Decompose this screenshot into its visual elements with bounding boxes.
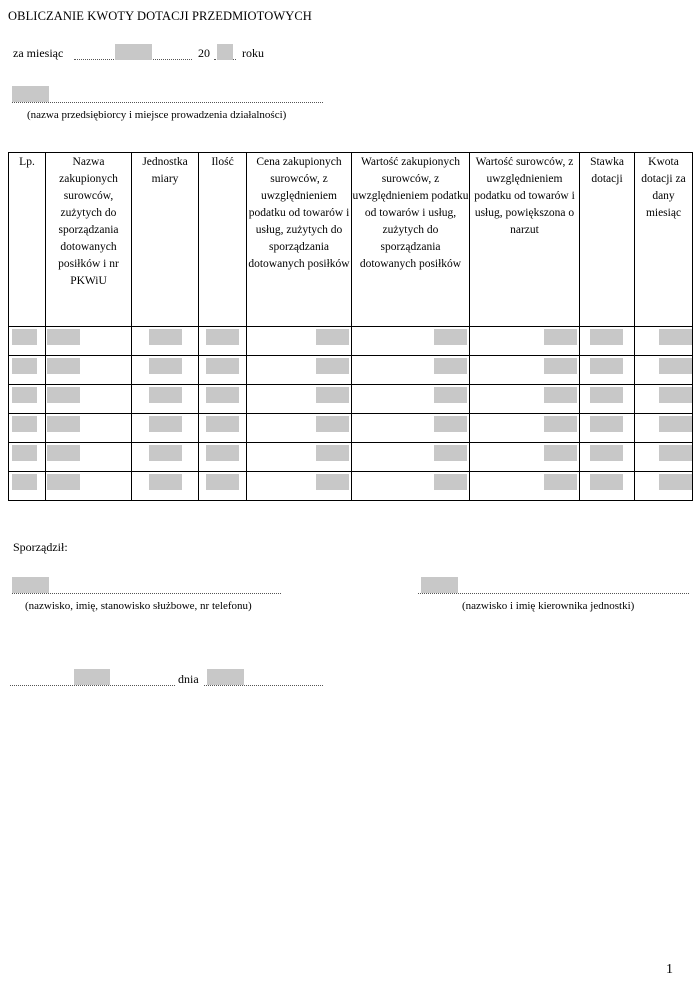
amount-field[interactable]: [659, 329, 692, 345]
name-field[interactable]: [47, 329, 80, 345]
lp-field[interactable]: [12, 445, 37, 461]
page-number: 1: [666, 962, 673, 977]
entrepreneur-dotline: [12, 102, 323, 103]
quantity-field[interactable]: [206, 445, 239, 461]
table-row: [9, 414, 693, 443]
table-row: [9, 327, 693, 356]
col-header-amount: Kwota dotacji za dany miesiąc: [635, 153, 693, 327]
manager-field[interactable]: [421, 577, 458, 593]
month-field[interactable]: [115, 44, 152, 60]
value-markup-field[interactable]: [544, 474, 577, 490]
value-markup-field[interactable]: [544, 416, 577, 432]
unit-field[interactable]: [149, 358, 182, 374]
value-field[interactable]: [434, 329, 467, 345]
table-row: [9, 472, 693, 501]
amount-field[interactable]: [659, 387, 692, 403]
price-field[interactable]: [316, 329, 349, 345]
name-field[interactable]: [47, 387, 80, 403]
prepared-by-field[interactable]: [12, 577, 49, 593]
entrepreneur-field[interactable]: [12, 86, 49, 102]
quantity-field[interactable]: [206, 387, 239, 403]
col-header-name: Nazwa zakupionych surowców, zużytych do sporządzania dotowanych posiłków i nr PKWiU: [46, 153, 132, 327]
value-markup-field[interactable]: [544, 445, 577, 461]
amount-field[interactable]: [659, 416, 692, 432]
value-field[interactable]: [434, 416, 467, 432]
quantity-field[interactable]: [206, 416, 239, 432]
subsidy-table: [8, 152, 693, 501]
unit-field[interactable]: [149, 445, 182, 461]
document-title: OBLICZANIE KWOTY DOTACJI PRZEDMIOTOWYCH: [8, 9, 312, 23]
entrepreneur-caption: (nazwa przedsiębiorcy i miejsce prowadzenia działalności): [27, 109, 287, 121]
place-dotline: [10, 685, 175, 686]
unit-field[interactable]: [149, 416, 182, 432]
amount-field[interactable]: [659, 445, 692, 461]
quantity-field[interactable]: [206, 474, 239, 490]
col-header-rate: Stawka dotacji: [580, 153, 635, 327]
lp-field[interactable]: [12, 474, 37, 490]
price-field[interactable]: [316, 445, 349, 461]
rate-field[interactable]: [590, 445, 623, 461]
quantity-field[interactable]: [206, 358, 239, 374]
unit-field[interactable]: [149, 387, 182, 403]
name-field[interactable]: [47, 445, 80, 461]
table-row: [9, 385, 693, 414]
lp-field[interactable]: [12, 416, 37, 432]
col-header-quantity: Ilość: [199, 153, 247, 327]
prepared-by-label: Sporządził:: [13, 540, 68, 554]
value-field[interactable]: [434, 474, 467, 490]
rate-field[interactable]: [590, 329, 623, 345]
price-field[interactable]: [316, 416, 349, 432]
amount-field[interactable]: [659, 358, 692, 374]
lp-field[interactable]: [12, 358, 37, 374]
month-label: za miesiąc: [13, 46, 64, 60]
name-field[interactable]: [47, 416, 80, 432]
name-field[interactable]: [47, 474, 80, 490]
rate-field[interactable]: [590, 416, 623, 432]
value-field[interactable]: [434, 358, 467, 374]
col-header-unit: Jednostka miary: [132, 153, 199, 327]
unit-field[interactable]: [149, 474, 182, 490]
value-markup-field[interactable]: [544, 358, 577, 374]
price-field[interactable]: [316, 358, 349, 374]
value-markup-field[interactable]: [544, 387, 577, 403]
manager-dotline: [418, 593, 689, 594]
unit-field[interactable]: [149, 329, 182, 345]
rate-field[interactable]: [590, 474, 623, 490]
table-row: [9, 443, 693, 472]
col-header-price: Cena zakupionych surowców, z uwzględnieniem podatku od towarów i usług, zużytych do sporządzania dotowanych posiłków: [247, 153, 352, 327]
value-markup-field[interactable]: [544, 329, 577, 345]
lp-field[interactable]: [12, 387, 37, 403]
col-header-value-markup: Wartość surowców, z uwzględnieniem podatku od towarów i usług, powiększona o narzut: [470, 153, 580, 327]
rate-field[interactable]: [590, 387, 623, 403]
manager-caption: (nazwisko i imię kierownika jednostki): [462, 600, 635, 612]
year-field[interactable]: [217, 44, 233, 60]
lp-field[interactable]: [12, 329, 37, 345]
table-header-row: [9, 153, 693, 327]
date-label: dnia: [178, 672, 199, 686]
col-header-lp: Lp.: [9, 153, 46, 327]
price-field[interactable]: [316, 474, 349, 490]
rate-field[interactable]: [590, 358, 623, 374]
price-field[interactable]: [316, 387, 349, 403]
col-header-value: Wartość zakupionych surowców, z uwzględnieniem podatku od towarów i usług, zużytych do sporządzania dotowanych posiłków: [352, 153, 470, 327]
name-field[interactable]: [47, 358, 80, 374]
prepared-by-dotline: [12, 593, 281, 594]
quantity-field[interactable]: [206, 329, 239, 345]
year-suffix: roku: [242, 46, 264, 60]
year-prefix: 20: [198, 46, 210, 60]
table-row: [9, 356, 693, 385]
place-field[interactable]: [74, 669, 110, 685]
prepared-by-caption: (nazwisko, imię, stanowisko służbowe, nr telefonu): [25, 600, 252, 612]
date-dotline: [204, 685, 323, 686]
date-field[interactable]: [207, 669, 244, 685]
amount-field[interactable]: [659, 474, 692, 490]
value-field[interactable]: [434, 445, 467, 461]
value-field[interactable]: [434, 387, 467, 403]
